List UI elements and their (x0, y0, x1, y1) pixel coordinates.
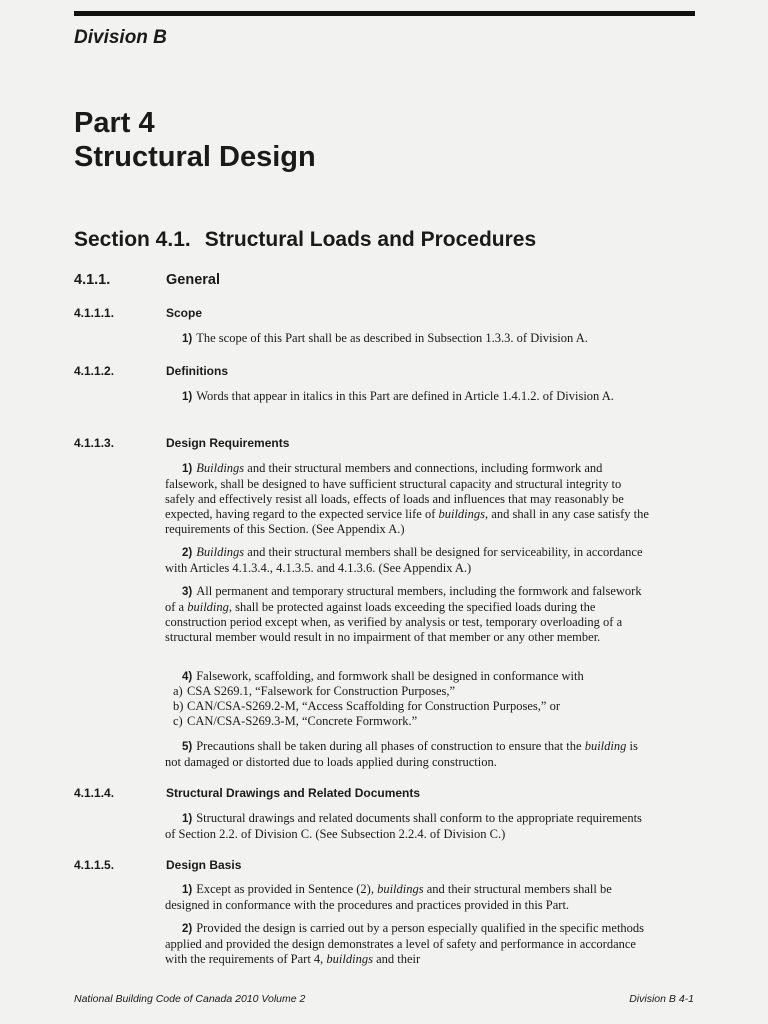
sentence: 1) Except as provided in Sentence (2), buildings and their structural members shall be designed in conformance with the procedures and practices provided in this Part. (165, 882, 612, 912)
article-title: Scope (166, 306, 203, 320)
section-heading (74, 228, 694, 252)
article-number: 4.1.1.1. (74, 306, 115, 320)
article-number: 4.1.1.5. (74, 858, 115, 872)
sentence-number: 3) (182, 586, 193, 598)
article-number: 4.1.1.3. (74, 436, 115, 450)
sentence: 4) Falsework, scaffolding, and formwork shall be designed in conformance with (182, 669, 584, 683)
clause: a) CSA S269.1, “Falsework for Construction Purposes,” (165, 684, 650, 699)
part-name: Structural Design (74, 141, 316, 173)
sentence: 1) Buildings and their structural members and connections, including formwork and falsework, shall be designed to have sufficient structural capacity and structural integrity to safely and effectively resist all loads, effects of loads and influences that may reasonably be expected, having regard to the expected service life of buildings, and shall in any case satisfy the requirements of this Section. (See Appendix A.) (165, 461, 649, 536)
sentence-number: 1) (182, 391, 193, 403)
article-title: Definitions (166, 364, 228, 378)
article-title: Structural Drawings and Related Documents (166, 786, 421, 800)
sentence-number: 5) (182, 741, 193, 753)
article-heading (74, 306, 694, 322)
sentence: 1) Words that appear in italics in this Part are defined in Article 1.4.1.2. of Division A. (182, 389, 614, 403)
top-rule (74, 11, 695, 16)
article-heading (74, 364, 694, 380)
subsection-number: 4.1.1. (74, 272, 111, 288)
clause: b) CAN/CSA-S269.2-M, “Access Scaffolding for Construction Purposes,” or (165, 699, 650, 714)
clause-label: a) (173, 684, 183, 698)
sentence-number: 2) (182, 923, 193, 935)
division-label: Division B (74, 27, 167, 48)
article-heading (74, 436, 694, 452)
part-number: Part 4 (74, 107, 155, 139)
subsection-heading (74, 272, 694, 290)
sentence: 3) All permanent and temporary structural members, including the formwork and falsework of a building, shall be protected against loads exceeding the specified loads during the construction period except when, as verified by analysis or test, temporary overloading of a structural member would result in no impairment of that member or any other member. (165, 584, 642, 644)
clause-label: c) (173, 714, 183, 728)
article-title: Design Basis (166, 858, 242, 872)
sentence: 5) Precautions shall be taken during all phases of construction to ensure that the building is not damaged or distorted due to loads applied during construction. (165, 739, 638, 769)
article-heading (74, 858, 694, 874)
section-title: Structural Loads and Procedures (204, 228, 537, 251)
sentence-number: 2) (182, 547, 193, 559)
article-number: 4.1.1.2. (74, 364, 115, 378)
clause: c) CAN/CSA-S269.3-M, “Concrete Formwork.” (165, 714, 650, 729)
sentence-number: 4) (182, 671, 193, 683)
part-title (74, 106, 694, 174)
footer-publication: National Building Code of Canada 2010 Volume 2 (74, 993, 306, 1005)
sentence-number: 1) (182, 884, 193, 896)
clause-label: b) (173, 699, 184, 713)
subsection-title: General (166, 272, 220, 288)
sentence: 2) Buildings and their structural members shall be designed for serviceability, in accordance with Articles 4.1.3.4., 4.1.3.5. and 4.1.3.6. (See Appendix A.) (165, 545, 643, 575)
footer-page-number: Division B 4-1 (629, 993, 694, 1005)
article-heading (74, 786, 694, 802)
article-title: Design Requirements (166, 436, 290, 450)
sentence: 2) Provided the design is carried out by a person especially qualified in the specific methods applied and provided the design demonstrates a level of safety and performance in accordance with the requirements of Part 4, buildings and their (165, 921, 645, 966)
sentence-number: 1) (182, 333, 193, 345)
sentence: 1) Structural drawings and related documents shall conform to the appropriate requirements of Section 2.2. of Division C. (See Subsection 2.2.4. of Division C.) (165, 811, 642, 841)
sentence-number: 1) (182, 813, 193, 825)
article-number: 4.1.1.4. (74, 786, 115, 800)
sentence: 1) The scope of this Part shall be as described in Subsection 1.3.3. of Division A. (182, 331, 588, 345)
sentence-number: 1) (182, 463, 193, 475)
section-number: Section 4.1. (74, 228, 191, 251)
